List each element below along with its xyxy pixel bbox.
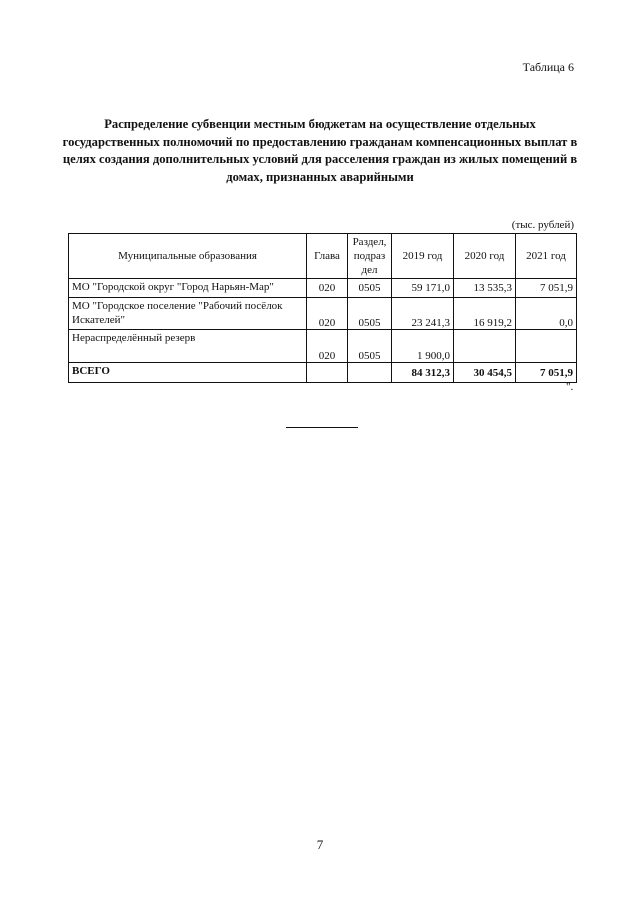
page-number: 7 <box>316 837 324 852</box>
value-2020-cell: 16 919,2 <box>454 298 516 330</box>
separator-line <box>286 427 358 428</box>
value-2019-cell: 23 241,3 <box>392 298 454 330</box>
total-2021-cell: 7 051,9 <box>516 363 577 383</box>
table-row <box>69 298 577 330</box>
municipality-cell: Нераспределённый резерв <box>69 330 307 363</box>
header-municipality: Муниципальные образования <box>69 234 307 279</box>
chapter-cell: 020 <box>307 279 348 298</box>
header-2020: 2020 год <box>454 234 516 279</box>
chapter-cell: 020 <box>307 330 348 363</box>
value-2020-cell <box>454 330 516 363</box>
section-cell: 0505 <box>348 279 392 298</box>
closing-quote-mark: ". <box>566 381 574 393</box>
total-2019-cell: 84 312,3 <box>392 363 454 383</box>
table-number: Таблица 6 <box>522 60 574 74</box>
table-title: Распределение субвенции местным бюджетам на осуществление отдельных государственных полномочий по предоставлению гражданам компенсационных выплат в целях создания дополнительных условий для расселения граждан из жилых помещений в домах, признанных аварийными <box>62 117 578 184</box>
municipality-cell: МО "Городское поселение "Рабочий посёлок Искателей" <box>69 298 307 330</box>
subvention-table <box>68 233 577 383</box>
units-label: (тыс. рублей) <box>511 219 574 231</box>
header-chapter: Глава <box>307 234 348 279</box>
value-2021-cell: 7 051,9 <box>516 279 577 298</box>
total-row <box>69 363 577 383</box>
section-cell: 0505 <box>348 330 392 363</box>
table-row <box>69 279 577 298</box>
value-2020-cell: 13 535,3 <box>454 279 516 298</box>
total-section-cell <box>348 363 392 383</box>
value-2021-cell <box>516 330 577 363</box>
total-label-cell: ВСЕГО <box>69 363 307 383</box>
chapter-cell: 020 <box>307 298 348 330</box>
header-section: Раздел, подраз дел <box>348 234 392 279</box>
header-2019: 2019 год <box>392 234 454 279</box>
value-2019-cell: 59 171,0 <box>392 279 454 298</box>
table-header-row <box>69 234 577 279</box>
total-2020-cell: 30 454,5 <box>454 363 516 383</box>
section-cell: 0505 <box>348 298 392 330</box>
header-2021: 2021 год <box>516 234 577 279</box>
table-row <box>69 330 577 363</box>
municipality-cell: МО "Городской округ "Город Нарьян-Мар" <box>69 279 307 298</box>
value-2021-cell: 0,0 <box>516 298 577 330</box>
total-chapter-cell <box>307 363 348 383</box>
value-2019-cell: 1 900,0 <box>392 330 454 363</box>
